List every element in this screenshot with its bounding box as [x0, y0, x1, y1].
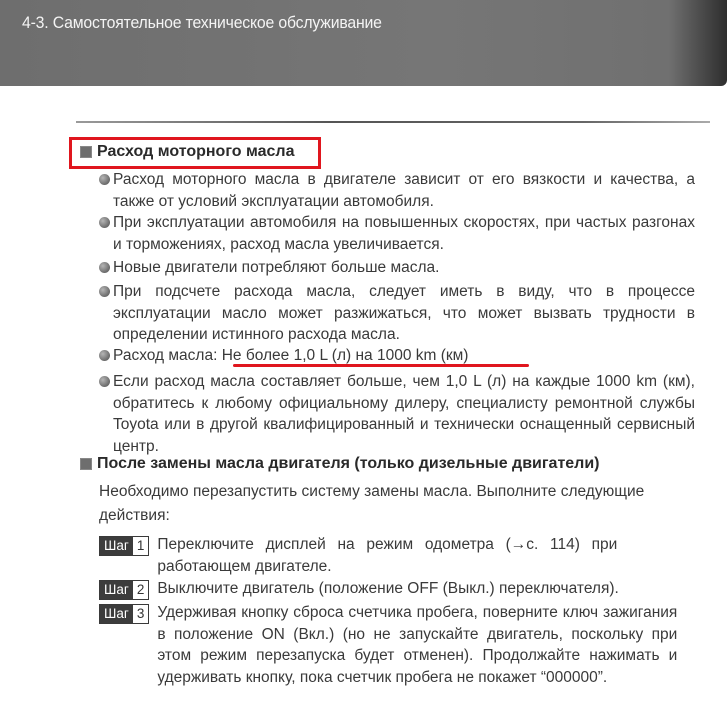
list-item-text: Если расход масла составляет больше, чем 1,0 L (л) на каждые 1000 km (км), обратитесь к любому официальному дилеру, специалисту ремонтной службы Toyota или в другой квалифицированный и технически оснащенный сервисный центр. [113, 373, 695, 455]
round-bullet-icon [99, 174, 110, 185]
round-bullet-icon [99, 217, 110, 228]
red-underline [233, 364, 529, 367]
step-3 [99, 602, 699, 688]
step-badge [99, 604, 149, 624]
list-item-text: Расход моторного масла в двигателе зависит от его вязкости и качества, а также от условий эксплуатации автомобиля. [113, 171, 695, 210]
list-item [99, 371, 695, 457]
square-bullet-icon [80, 146, 92, 158]
step-text: Выключите двигатель (положение OFF (Выкл.) переключателя). [157, 580, 619, 597]
round-bullet-icon [99, 350, 110, 361]
step-text: Удерживая кнопку сброса счетчика пробега, поверните ключ зажигания в положение ON (Вкл.) (но не запускайте двигатель, поскольку при этом режим перезапуска будет отменен). Продолжайте нажимать и удерживать кнопку, пока счетчик пробега не покажет “000000”. [157, 604, 678, 686]
list-item [99, 281, 695, 346]
consumption-label: Расход масла: [113, 347, 222, 364]
intro-paragraph: Необходимо перезапустить систему замены масла. Выполните следующие действия: [99, 483, 645, 524]
section-heading-after-oil-change [80, 455, 600, 473]
section-title-text: Расход моторного масла [97, 143, 295, 160]
square-bullet-icon [80, 458, 92, 470]
list-item-text: Новые двигатели потребляют больше масла. [113, 259, 440, 276]
step-2 [99, 578, 699, 600]
step-badge [99, 580, 149, 600]
step-word: Шаг [100, 605, 133, 623]
round-bullet-icon [99, 376, 110, 387]
round-bullet-icon [99, 286, 110, 297]
step-1 [99, 534, 619, 577]
step-word: Шаг [100, 581, 133, 599]
step-word: Шаг [100, 537, 133, 555]
step-badge [99, 536, 149, 556]
list-item [99, 169, 695, 212]
round-bullet-icon [99, 262, 110, 273]
step-number: 2 [133, 581, 149, 599]
section-title-text: После замены масла двигателя (только дизельные двигатели) [97, 455, 600, 472]
step-number: 3 [133, 605, 149, 623]
list-item-text: При подсчете расхода масла, следует иметь в виду, что в процессе эксплуатации масло может разжижаться, что может вызвать трудности в определении истинного расхода масла. [113, 283, 695, 343]
horizontal-rule [76, 121, 710, 123]
step-number: 1 [133, 537, 149, 555]
section-heading-oil-consumption [80, 143, 294, 161]
chapter-header-bar [0, 0, 727, 86]
consumption-value: Не более 1,0 L (л) на 1000 km (км) [221, 347, 469, 364]
list-item [99, 257, 695, 279]
list-item-text: При эксплуатации автомобиля на повышенных скоростях, при частых разгонах и торможениях, расход масла увеличивается. [113, 214, 695, 253]
list-item [99, 212, 695, 255]
chapter-title: 4-3. Самостоятельное техническое обслуживание [22, 13, 382, 32]
step-text: Переключите дисплей на режим одометра (→с. 114) при работающем двигателе. [157, 536, 618, 575]
